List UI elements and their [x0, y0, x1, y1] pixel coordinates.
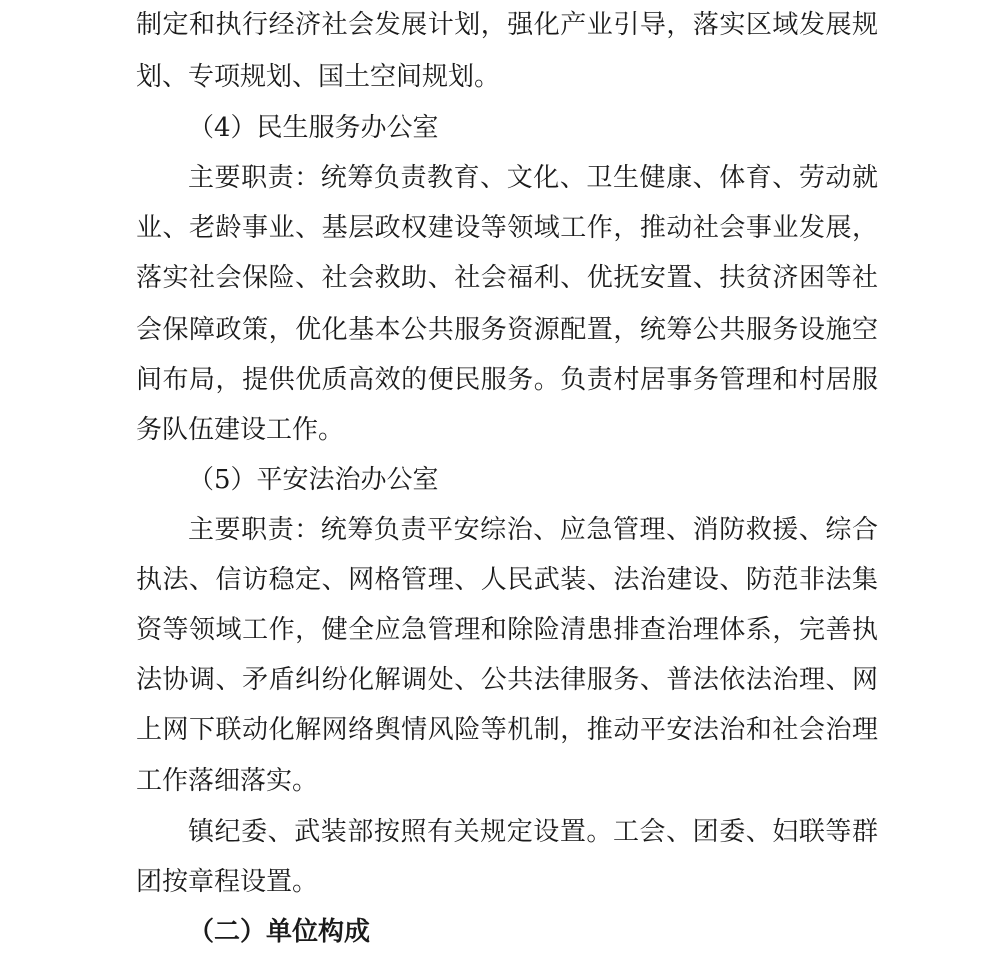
paragraph-line: 资等领域工作，健全应急管理和除险清患排查治理体系，完善执 — [136, 615, 878, 645]
paragraph-line: 法协调、矛盾纠纷化解调处、公共法律服务、普法依法治理、网 — [136, 665, 878, 695]
section-heading-5: （5）平安法治办公室 — [188, 465, 439, 495]
paragraph-line: 镇纪委、武装部按照有关规定设置。工会、团委、妇联等群 — [188, 817, 878, 847]
paragraph-line: 执法、信访稳定、网格管理、人民武装、法治建设、防范非法集 — [136, 565, 878, 595]
paragraph-line: 上网下联动化解网络舆情风险等机制，推动平安法治和社会治理 — [136, 715, 878, 745]
paragraph-line: 主要职责：统筹负责平安综治、应急管理、消防救援、综合 — [188, 515, 878, 545]
paragraph-line: 间布局，提供优质高效的便民服务。负责村居事务管理和村居服 — [136, 365, 878, 395]
paragraph-line: 团按章程设置。 — [136, 867, 319, 897]
paragraph-line: 划、专项规划、国土空间规划。 — [136, 62, 501, 92]
paragraph-line: 制定和执行经济社会发展计划，强化产业引导，落实区域发展规 — [136, 10, 878, 40]
section-heading-4: （4）民生服务办公室 — [188, 113, 439, 143]
paragraph-line: 务队伍建设工作。 — [136, 415, 345, 445]
section-heading-unit-composition: （二）单位构成 — [188, 917, 371, 947]
paragraph-line: 工作落细落实。 — [136, 766, 319, 796]
paragraph-line: 主要职责：统筹负责教育、文化、卫生健康、体育、劳动就 — [188, 163, 878, 193]
paragraph-line: 会保障政策，优化基本公共服务资源配置，统筹公共服务设施空 — [136, 315, 878, 345]
paragraph-line: 落实社会保险、社会救助、社会福利、优抚安置、扶贫济困等社 — [136, 263, 878, 293]
paragraph-line: 业、老龄事业、基层政权建设等领域工作，推动社会事业发展， — [136, 213, 878, 243]
